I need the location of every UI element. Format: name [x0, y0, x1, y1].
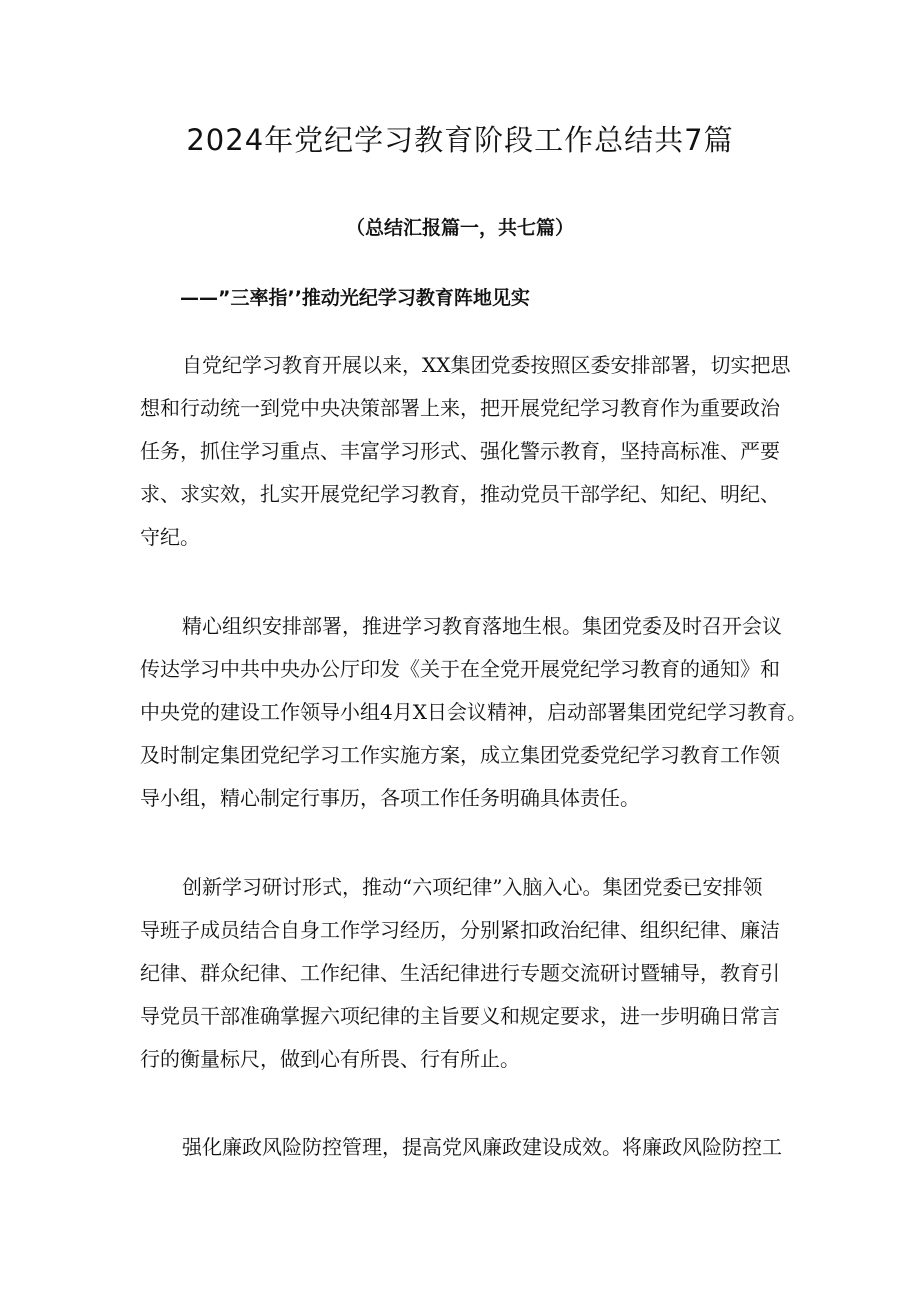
paragraph-line: 任务，抓住学习重点、丰富学习形式、强化警示教育，坚持高标准、严要	[140, 439, 780, 463]
paragraph-line: 想和行动统一到党中央决策部署上来，把开展党纪学习教育作为重要政治	[140, 396, 780, 420]
paragraph-line: 守纪。	[140, 525, 200, 549]
paragraph-line: 中央党的建设工作领导小组4月X日会议精神，启动部署集团党纪学习教育。	[140, 700, 807, 724]
section-heading: ——”三率指’’推动光纪学习教育阵地见实	[180, 287, 530, 309]
paragraph-line: 导小组，精心制定行事历，各项工作任务明确具体责任。	[140, 786, 640, 810]
paragraph-line: 创新学习研讨形式，推动“六项纪律”入脑入心。集团党委已安排领	[182, 875, 763, 899]
paragraph-line: 精心组织安排部署，推进学习教育落地生根。集团党委及时召开会议	[182, 614, 782, 638]
document-title: 2024年党纪学习教育阶段工作总结共7篇	[186, 123, 734, 157]
paragraph-line: 导班子成员结合自身工作学习经历，分别紧扣政治纪律、组织纪律、廉洁	[140, 918, 780, 942]
paragraph-1	[140, 344, 790, 559]
paragraph-line: 导党员干部准确掌握六项纪律的主旨要义和规定要求，进一步明确日常言	[140, 1004, 780, 1028]
paragraph-line: 纪律、群众纪律、工作纪律、生活纪律进行专题交流研讨暨辅导，教育引	[140, 961, 780, 985]
paragraph-line: 行的衡量标尺，做到心有所畏、行有所止。	[140, 1047, 520, 1071]
paragraph-line: 传达学习中共中央办公厅印发《关于在全党开展党纪学习教育的通知》和	[140, 657, 780, 681]
paragraph-3	[140, 866, 790, 1081]
paragraph-line: 求、求实效，扎实开展党纪学习教育，推动党员干部学纪、知纪、明纪、	[140, 482, 780, 506]
paragraph-line: 强化廉政风险防控管理，提高党风廉政建设成效。将廉政风险防控工	[182, 1135, 782, 1159]
document-subtitle: （总结汇报篇一，共七篇）	[345, 217, 574, 239]
paragraph-4	[140, 1126, 790, 1169]
paragraph-line: 及时制定集团党纪学习工作实施方案，成立集团党委党纪学习教育工作领	[140, 743, 780, 767]
paragraph-2	[140, 605, 807, 820]
paragraph-line: 自党纪学习教育开展以来，XX集团党委按照区委安排部署，切实把思	[182, 353, 791, 377]
